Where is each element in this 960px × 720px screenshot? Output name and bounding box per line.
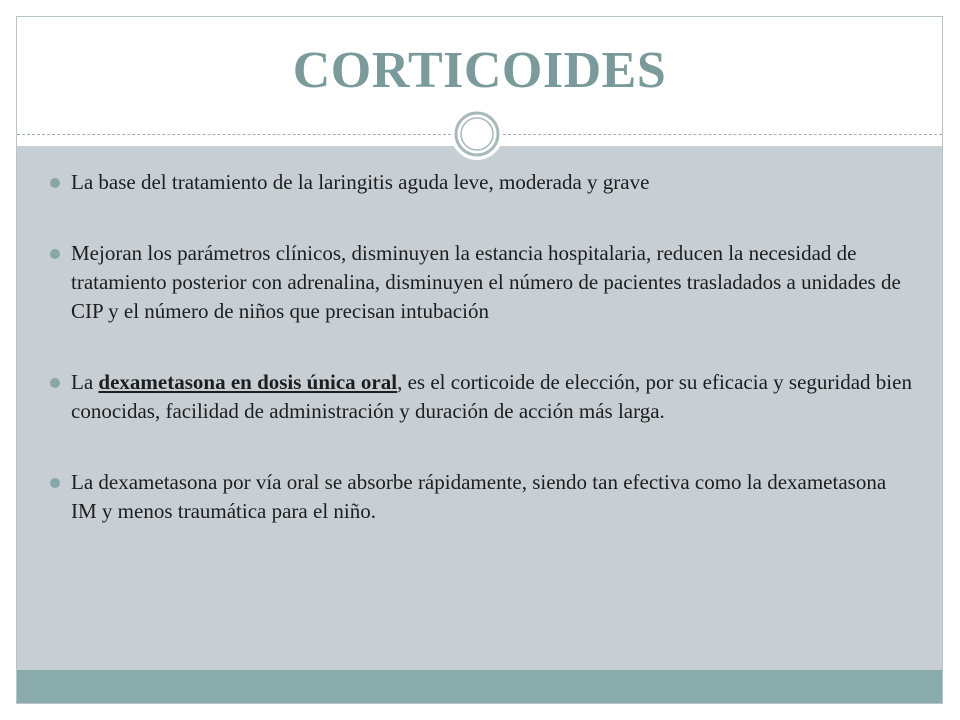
circle-ring-icon [449,106,505,162]
bullet-dot-icon [50,249,60,259]
bullet-dot-icon [50,178,60,188]
footer-band [17,670,942,703]
bullet-text: La dexametasona por vía oral se absorbe rápidamente, siendo tan efectiva como la dexametasona IM y menos traumática para el niño. [71,470,887,523]
bullet-item [54,239,914,326]
bullet-text: Mejoran los parámetros clínicos, disminuyen la estancia hospitalaria, reducen la necesidad de tratamiento posterior con adrenalina, disminuyen el número de pacientes trasladados a unidades de CIP y el número de niños que precisan intubación [71,241,901,323]
bullet-emphasis: dexametasona en dosis única oral [98,370,398,394]
bullet-item [54,168,914,197]
bullet-text: La base del tratamiento de la laringitis aguda leve, moderada y grave [71,170,650,194]
bullet-item [54,368,914,426]
bullet-dot-icon [50,478,60,488]
slide-title: CORTICOIDES [292,42,667,99]
bullet-dot-icon [50,378,60,388]
bullet-item [54,468,914,526]
bullet-text-suffix: , es el corticoide de elección, por su eficacia y seguridad bien conocidas, facilidad de administración y duración de acción más larga. [71,370,912,423]
bullet-list [54,168,914,526]
bullet-text-prefix: La [71,370,99,394]
